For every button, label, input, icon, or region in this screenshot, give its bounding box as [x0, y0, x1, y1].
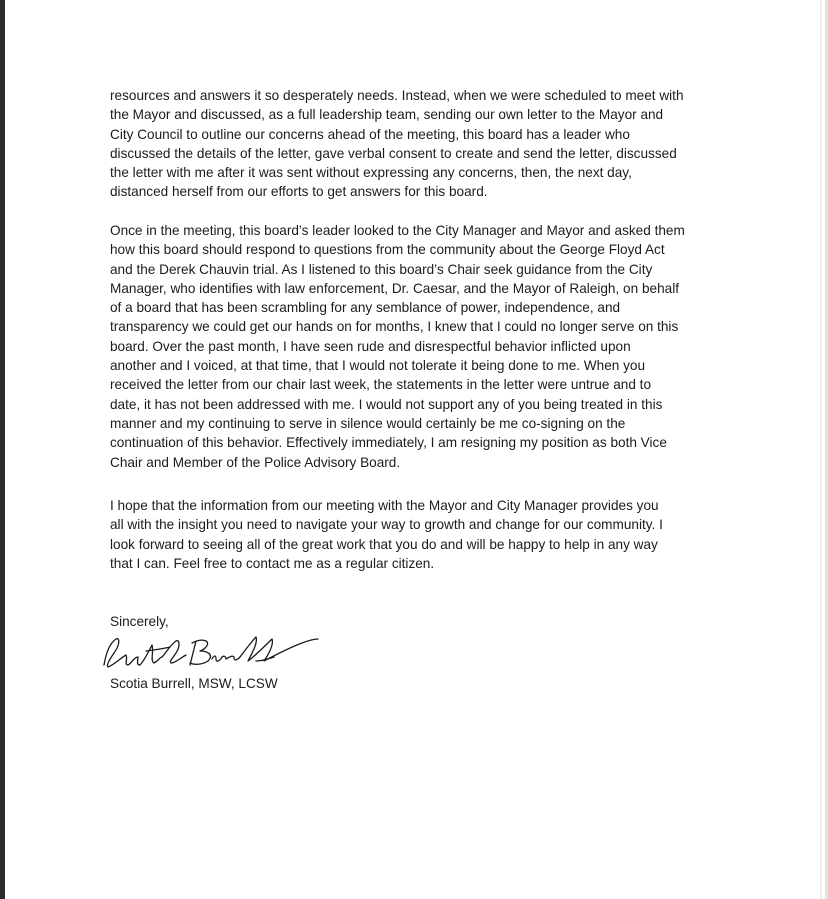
paragraph-2-line: continuation of this behavior. Effectively immediately, I am resigning my position as both Vice [110, 435, 667, 451]
closing-salutation: Sincerely, [110, 614, 169, 629]
paragraph-2-line: Chair and Member of the Police Advisory Board. [110, 454, 401, 470]
paragraph-2-line: board. Over the past month, I have seen rude and disrespectful behavior inflicted upon [110, 338, 631, 354]
paragraph-3-line: I hope that the information from our meeting with the Mayor and City Manager provides you [110, 498, 659, 513]
paragraph-1 [110, 86, 684, 202]
paragraph-1-line: distanced herself from our efforts to get answers for this board. [110, 184, 488, 200]
paragraph-2-line: how this board should respond to questions from the community about the George Floyd Act [110, 242, 665, 258]
paragraph-1-line: resources and answers it so desperately needs. Instead, when we were scheduled to meet with [110, 88, 684, 103]
signer-name: Scotia Burrell, MSW, LCSW [110, 676, 278, 691]
paragraph-1-line: the Mayor and discussed, as a full leadership team, sending our own letter to the Mayor and [110, 107, 664, 123]
paragraph-2-line: transparency we could get our hands on for months, I knew that I could no longer serve on this [110, 319, 679, 335]
paragraph-2-line: Manager, who identifies with law enforcement, Dr. Caesar, and the Mayor of Raleigh, on behalf [110, 280, 679, 296]
paragraph-2-line: date, it has not been addressed with me. I would not support any of you being treated in this [110, 396, 663, 412]
paragraph-2 [110, 221, 685, 472]
paragraph-2-line: manner and my continuing to serve in silence would certainly be me co-signing on the [110, 415, 626, 431]
paragraph-1-line: discussed the details of the letter, gave verbal consent to create and send the letter, discussed [110, 145, 677, 161]
paragraph-2-line: another and I voiced, at that time, that I would not tolerate it being done to me. When you [110, 358, 646, 374]
paragraph-3-line: look forward to seeing all of the great work that you do and will be happy to help in any way [110, 536, 658, 552]
paragraph-3-line: that I can. Feel free to contact me as a regular citizen. [110, 555, 435, 571]
page-left-edge [0, 0, 5, 899]
paragraph-2-line: received the letter from our chair last week, the statements in the letter were untrue and to [110, 377, 652, 393]
paragraph-3 [110, 496, 663, 573]
paragraph-1-line: City Council to outline our concerns ahead of the meeting, this board has a leader who [110, 126, 630, 142]
paragraph-2-line: of a board that has been scrambling for any semblance of power, independence, and [110, 300, 621, 316]
paragraph-1-line: the letter with me after it was sent without expressing any concerns, then, the next day, [110, 165, 632, 181]
page-right-edge-inner [820, 0, 822, 899]
paragraph-2-line: Once in the meeting, this board’s leader looked to the City Manager and Mayor and asked them [110, 223, 685, 238]
paragraph-2-line: and the Derek Chauvin trial. As I listened to this board’s Chair seek guidance from the City [110, 261, 653, 277]
paragraph-3-line: all with the insight you need to navigate your way to growth and change for our community. I [110, 517, 663, 533]
handwritten-signature [96, 631, 336, 679]
